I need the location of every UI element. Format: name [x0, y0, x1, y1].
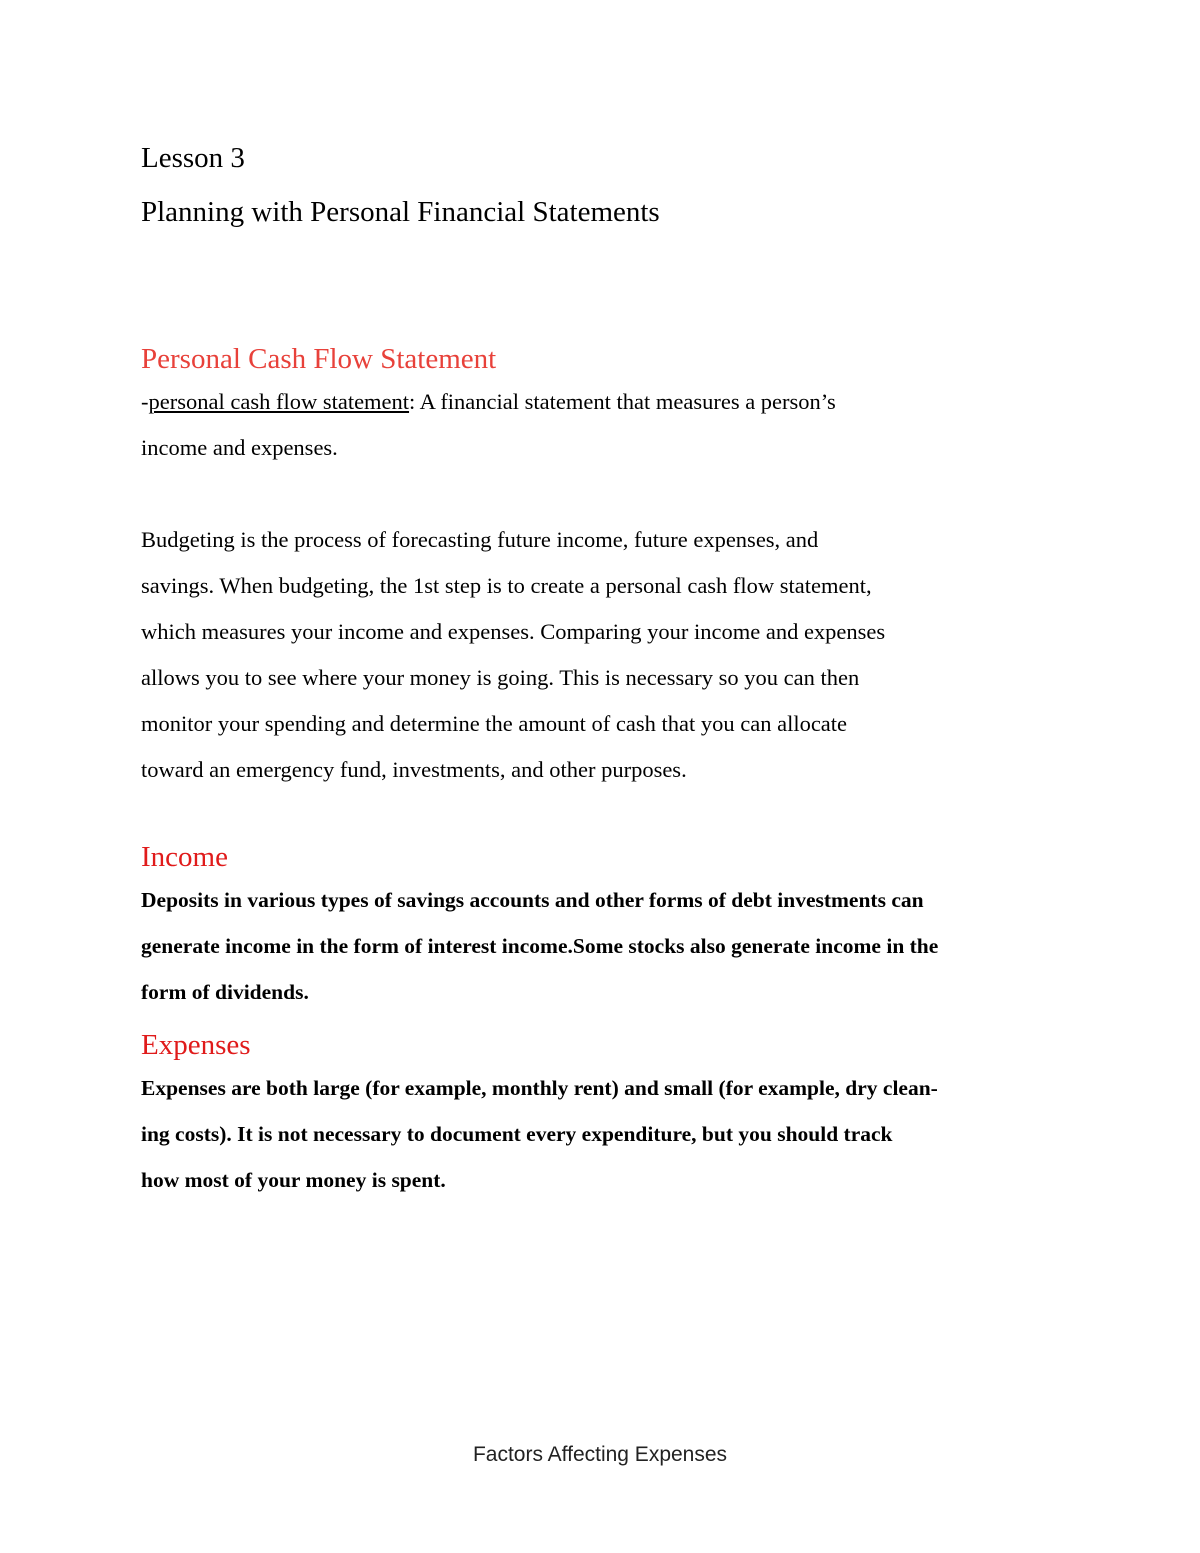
budgeting-line: allows you to see where your money is going. This is necessary so you can then [141, 665, 860, 690]
income-line: Deposits in various types of savings accounts and other forms of debt investments can [141, 888, 924, 912]
cash-flow-heading: Personal Cash Flow Statement [141, 343, 497, 375]
income-line: form of dividends. [141, 980, 309, 1004]
income-heading: Income [141, 841, 228, 873]
definition-line-1 [141, 379, 1061, 425]
budgeting-line: monitor your spending and determine the amount of cash that you can allocate [141, 711, 848, 736]
budgeting-line: toward an emergency fund, investments, and other purposes. [141, 757, 687, 782]
cash-flow-definition [141, 379, 1061, 471]
expenses-paragraph [141, 1065, 1061, 1203]
page-footer: Factors Affecting Expenses [472, 1443, 728, 1466]
expenses-line: Expenses are both large (for example, monthly rent) and small (for example, dry clean- [141, 1076, 938, 1100]
income-line: generate income in the form of interest income.Some stocks also generate income in the [141, 934, 939, 958]
budgeting-line: which measures your income and expenses. Comparing your income and expenses [141, 619, 886, 644]
document-body [141, 138, 1061, 1203]
lesson-number: Lesson 3 [141, 142, 245, 174]
budgeting-line: savings. When budgeting, the 1st step is to create a personal cash flow statement, [141, 573, 872, 598]
definition-line-2: income and expenses. [141, 435, 338, 460]
definition-text: : A financial statement that measures a person’s [409, 389, 836, 414]
definition-term: personal cash flow statement [148, 389, 410, 414]
definition-prefix: - [141, 389, 149, 414]
expenses-heading: Expenses [141, 1029, 251, 1061]
expenses-line: ing costs). It is not necessary to document every expenditure, but you should track [141, 1122, 893, 1146]
income-paragraph [141, 877, 1061, 1015]
budgeting-paragraph [141, 517, 1061, 793]
document-title: Planning with Personal Financial Statements [141, 196, 660, 228]
expenses-line: how most of your money is spent. [141, 1168, 446, 1192]
budgeting-line: Budgeting is the process of forecasting future income, future expenses, and [141, 527, 819, 552]
